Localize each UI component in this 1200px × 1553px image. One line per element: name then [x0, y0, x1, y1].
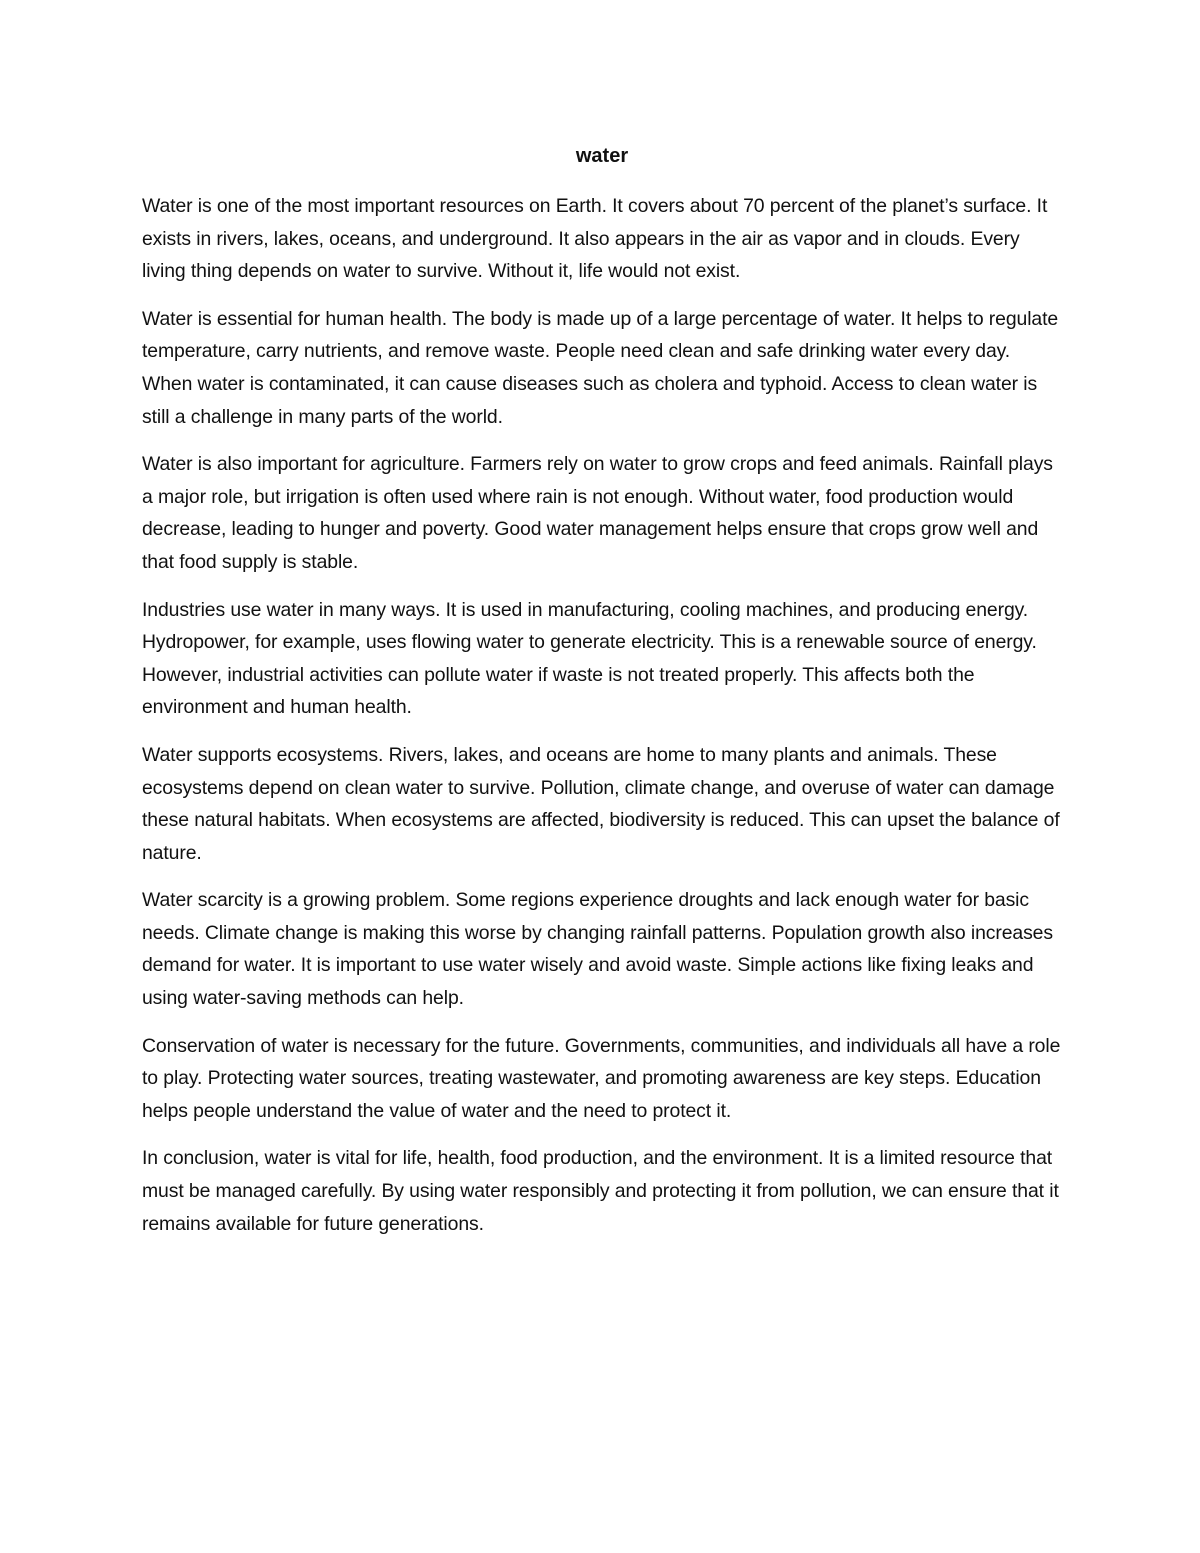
paragraph-conservation: Conservation of water is necessary for the future. Governments, communities, and individuals all have a role to play. Protecting water sources, treating wastewater, and promoting awareness are key steps. Education helps people understand the value of water and the need to protect it.: [142, 1034, 1061, 1122]
paragraph-conclusion: In conclusion, water is vital for life, health, food production, and the environment. It is a limited resource that must be managed carefully. By using water responsibly and protecting it from pollution, we can ensure that it remains available for future generations.: [142, 1147, 1059, 1235]
paragraph-ecosystems: Water supports ecosystems. Rivers, lakes, and oceans are home to many plants and animals. These ecosystems depend on clean water to survive. Pollution, climate change, and overuse of water can damage these natural habitats. When ecosystems are affected, biodiversity is reduced. This can upset the balance of nature.: [142, 743, 1060, 864]
paragraph-health: Water is essential for human health. The body is made up of a large percentage of water. It helps to regulate temperature, carry nutrients, and remove waste. People need clean and safe drinking water every day. When water is contaminated, it can cause diseases such as cholera and typhoid. Access to clean water is still a challenge in many parts of the world.: [142, 307, 1059, 428]
paragraph-agriculture: Water is also important for agriculture. Farmers rely on water to grow crops and feed animals. Rainfall plays a major role, but irrigation is often used where rain is not enough. Without water, food production would decrease, leading to hunger and poverty. Good water management helps ensure that crops grow well and that food supply is stable.: [142, 453, 1053, 573]
document-title: water: [575, 145, 629, 167]
paragraph-scarcity: Water scarcity is a growing problem. Some regions experience droughts and lack enough water for basic needs. Climate change is making this worse by changing rainfall patterns. Population growth also increases demand for water. It is important to use water wisely and avoid waste. Simple actions like fixing leaks and using water-saving methods can help.: [142, 889, 1053, 1010]
document-body: [142, 141, 1062, 1255]
paragraph-introduction: Water is one of the most important resources on Earth. It covers about 70 percent of the planet’s surface. It exists in rivers, lakes, oceans, and underground. It also appears in the air as vapor and in clouds. Every living thing depends on water to survive. Without it, life would not exist.: [142, 195, 1048, 283]
paragraph-industry: Industries use water in many ways. It is used in manufacturing, cooling machines, and producing energy. Hydropower, for example, uses flowing water to generate electricity. This is a renewable source of energy. However, industrial activities can pollute water if waste is not treated properly. This affects both the environment and human health.: [142, 598, 1037, 719]
